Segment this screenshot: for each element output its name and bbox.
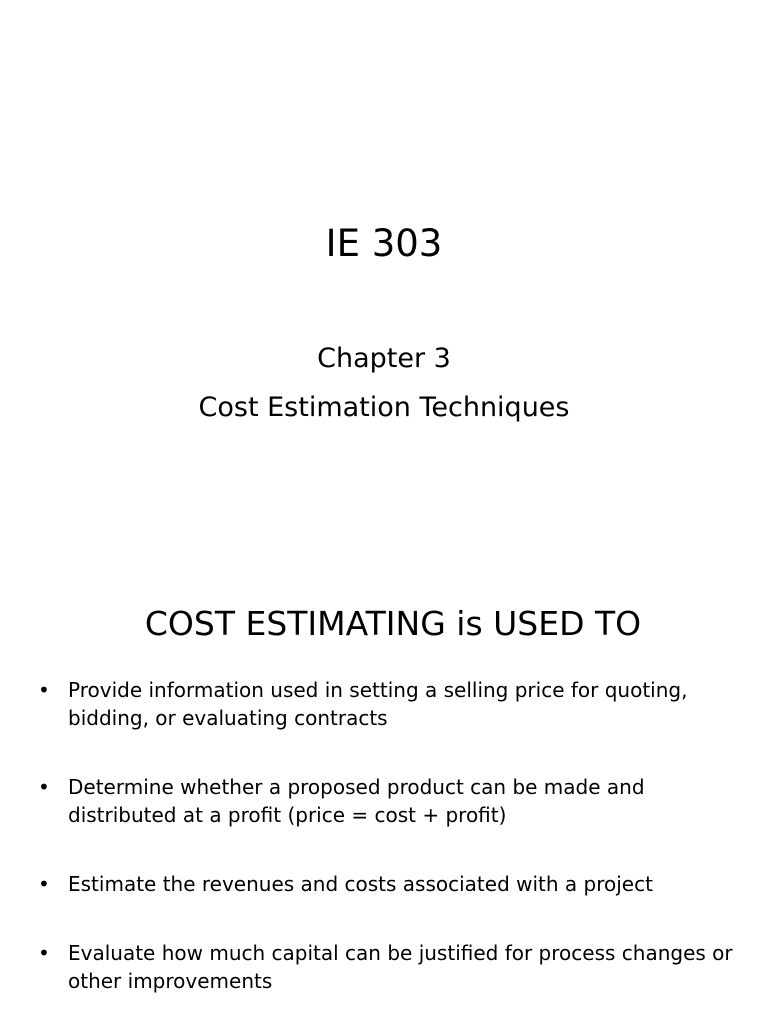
list-item <box>38 939 738 995</box>
bullet-text: Evaluate how much capital can be justified for process changes or other improvements <box>68 941 733 993</box>
bullet-icon: • <box>38 775 50 799</box>
subtitle-chapter: Chapter 3 <box>317 343 451 374</box>
list-item <box>38 676 738 732</box>
bullet-icon: • <box>38 678 50 702</box>
slide-subtitle <box>0 334 768 432</box>
bullet-list <box>38 676 738 1036</box>
slide-heading: COST ESTIMATING is USED TO <box>144 604 642 643</box>
bullet-icon: • <box>38 872 50 896</box>
bullet-text: Determine whether a proposed product can be made and distributed at a profit (price = cost + profit) <box>68 775 645 827</box>
content-slide <box>0 576 768 1024</box>
bullet-icon: • <box>38 941 50 965</box>
bullet-text: Provide information used in setting a selling price for quoting, bidding, or evaluating contracts <box>68 678 688 730</box>
list-item <box>38 870 738 898</box>
slide-title: IE 303 <box>325 222 443 265</box>
subtitle-topic: Cost Estimation Techniques <box>198 392 570 423</box>
list-item <box>38 773 738 829</box>
bullet-text: Estimate the revenues and costs associated with a project <box>68 872 653 896</box>
